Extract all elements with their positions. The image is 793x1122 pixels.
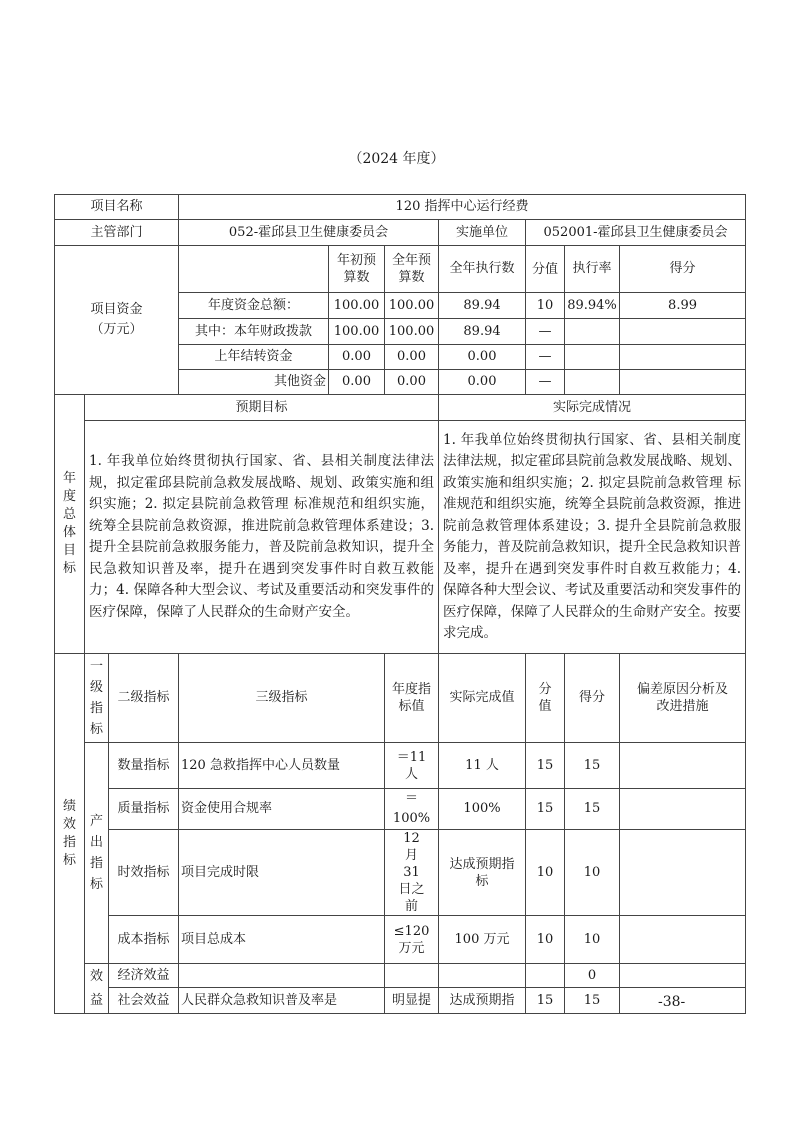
actual-cell: 达成预期指标 [439, 830, 526, 916]
actual-value-header: 实际完成值 [439, 654, 526, 743]
level3-header: 三级指标 [179, 654, 385, 743]
analysis-cell [620, 830, 746, 916]
actual-cell: 100 万元 [439, 916, 526, 964]
target-cell: 明显提 [385, 988, 439, 1014]
analysis-cell [620, 789, 746, 830]
fund-score [620, 370, 746, 395]
score-cell: 15 [565, 789, 620, 830]
dept-value: 052-霍邱县卫生健康委员会 [179, 220, 439, 246]
dept-label: 主管部门 [55, 220, 179, 246]
weight-cell: 15 [526, 743, 565, 789]
level2-cell: 经济效益 [109, 964, 179, 988]
actual-cell [439, 964, 526, 988]
actual-goal-text: 1. 年我单位始终贯彻执行国家、省、县相关制度法律法规，拟定霍邱县院前急救发展战略、规划、政策实施和组织实施；2. 拟定县院前急救管理 标准规范和组织实施，统筹全县院前急救资源，推进院前急救管理体系建设；3. 提升全县院前急救服务能力，普及院前急救知识，提升全民急救知识普及率，提升在遇到突发事件时自救互救能力；4. 保障各种大型会议、考试及重要活动和突发事件的医疗保障，保障了人民群众的生命财产安全。按要求完成。 [439, 421, 746, 654]
fund-name: 上年结转资金 [179, 345, 329, 370]
expected-goal-text: 1. 年我单位始终贯彻执行国家、省、县相关制度法律法规，拟定霍邱县院前急救发展战略、规划、政策实施和组织实施；2. 拟定县院前急救管理 标准规范和组织实施，统筹全县院前急救资源，推进院前急救管理体系建设；3. 提升全县院前急救服务能力，普及院前急救知识，提升全民急救知识普及率，提升在遇到突发事件时自救互救能力；4. 保障各种大型会议、考试及重要活动和突发事件的医疗保障，保障了人民群众的生命财产安全。 [85, 421, 439, 654]
header-executed: 全年执行数 [439, 246, 526, 293]
funds-label-line2: （万元） [90, 322, 143, 337]
fund-name: 年度资金总额： [179, 293, 329, 319]
level2-cell: 社会效益 [109, 988, 179, 1014]
fund-annual: 0.00 [385, 345, 439, 370]
fund-executed: 0.00 [439, 345, 526, 370]
level1-header [85, 654, 109, 743]
level2-cell: 时效指标 [109, 830, 179, 916]
level3-cell: 人民群众急救知识普及率是 [179, 988, 385, 1014]
fund-score: 8.99 [620, 293, 746, 319]
fund-rate: 89.94% [565, 293, 620, 319]
benefit-label [85, 964, 109, 1014]
impl-value: 052001-霍邱县卫生健康委员会 [526, 220, 746, 246]
indicators-header-row [55, 654, 746, 743]
fund-score [620, 319, 746, 345]
target-cell: ＝11 人 [385, 743, 439, 789]
analysis-cell [620, 743, 746, 789]
analysis-cell [620, 964, 746, 988]
fund-weight: — [526, 370, 565, 395]
fund-name: 其中：本年财政拨款 [179, 319, 329, 345]
project-name-value: 120 指挥中心运行经费 [179, 195, 746, 220]
header-score: 得分 [620, 246, 746, 293]
score-cell: 10 [565, 916, 620, 964]
level3-cell: 项目总成本 [179, 916, 385, 964]
header-initial-budget: 年初预算数 [329, 246, 385, 293]
goals-header-row [55, 395, 746, 421]
actual-cell: 达成预期指 [439, 988, 526, 1014]
actual-cell: 100% [439, 789, 526, 830]
project-name-row [55, 195, 746, 220]
target-cell [385, 964, 439, 988]
weight-cell: 15 [526, 789, 565, 830]
analysis-header: 偏差原因分析及改进措施 [620, 654, 746, 743]
fund-weight: — [526, 345, 565, 370]
level3-cell [179, 964, 385, 988]
funds-blank-header [179, 246, 329, 293]
weight-cell [526, 964, 565, 988]
indicator-row [55, 964, 746, 988]
fund-annual: 100.00 [385, 293, 439, 319]
output-label-text: 产出指标 [89, 814, 103, 892]
score-header: 得分 [565, 654, 620, 743]
project-name-label: 项目名称 [55, 195, 179, 220]
fund-annual: 0.00 [385, 370, 439, 395]
target-cell: 12 月 31 日之前 [385, 830, 439, 916]
target-cell: ＝100% [385, 789, 439, 830]
impl-label: 实施单位 [439, 220, 526, 246]
goals-label [55, 395, 85, 654]
score-cell: 10 [565, 830, 620, 916]
funds-label [55, 246, 179, 395]
level2-header: 二级指标 [109, 654, 179, 743]
actual-header: 实际完成情况 [439, 395, 746, 421]
fund-rate [565, 370, 620, 395]
expected-header: 预期目标 [85, 395, 439, 421]
indicator-row [55, 988, 746, 1014]
fund-weight: 10 [526, 293, 565, 319]
header-annual-budget: 全年预算数 [385, 246, 439, 293]
fund-annual: 100.00 [385, 319, 439, 345]
indicator-row [55, 830, 746, 916]
fund-score [620, 345, 746, 370]
level3-cell: 资金使用合规率 [179, 789, 385, 830]
weight-cell: 15 [526, 988, 565, 1014]
indicators-label-text: 绩效指标 [62, 798, 76, 868]
indicator-row [55, 789, 746, 830]
fund-initial: 100.00 [329, 319, 385, 345]
level2-cell: 数量指标 [109, 743, 179, 789]
fund-initial: 0.00 [329, 370, 385, 395]
page-number: -38- [658, 994, 686, 1010]
header-weight: 分值 [526, 246, 565, 293]
analysis-cell [620, 916, 746, 964]
performance-table [54, 194, 746, 1014]
fund-executed: 0.00 [439, 370, 526, 395]
fund-initial: 100.00 [329, 293, 385, 319]
target-cell: ≤120 万元 [385, 916, 439, 964]
funds-label-line1: 项目资金 [90, 302, 143, 317]
level3-cell: 项目完成时限 [179, 830, 385, 916]
weight-cell: 10 [526, 830, 565, 916]
score-cell: 0 [565, 964, 620, 988]
target-header: 年度指标值 [385, 654, 439, 743]
score-cell: 15 [565, 988, 620, 1014]
fund-initial: 0.00 [329, 345, 385, 370]
weight-header: 分值 [526, 654, 565, 743]
funds-header-row [55, 246, 746, 293]
fund-executed: 89.94 [439, 319, 526, 345]
fund-rate [565, 319, 620, 345]
level1-header-text: 一级指标 [89, 659, 103, 737]
score-cell: 15 [565, 743, 620, 789]
goals-label-text: 年度总体目标 [62, 471, 76, 576]
fund-weight: — [526, 319, 565, 345]
weight-cell: 10 [526, 916, 565, 964]
goals-content-row [55, 421, 746, 654]
actual-cell: 11 人 [439, 743, 526, 789]
indicators-label [55, 654, 85, 1014]
indicator-row [55, 743, 746, 789]
benefit-label-text: 效益 [89, 968, 103, 1008]
level2-cell: 成本指标 [109, 916, 179, 964]
level3-cell: 120 急救指挥中心人员数量 [179, 743, 385, 789]
fund-rate [565, 345, 620, 370]
level2-cell: 质量指标 [109, 789, 179, 830]
year-heading: （2024 年度） [348, 151, 445, 167]
indicator-row [55, 916, 746, 964]
header-rate: 执行率 [565, 246, 620, 293]
output-label [85, 743, 109, 964]
fund-name: 其他资金 [179, 370, 329, 395]
department-row [55, 220, 746, 246]
fund-executed: 89.94 [439, 293, 526, 319]
